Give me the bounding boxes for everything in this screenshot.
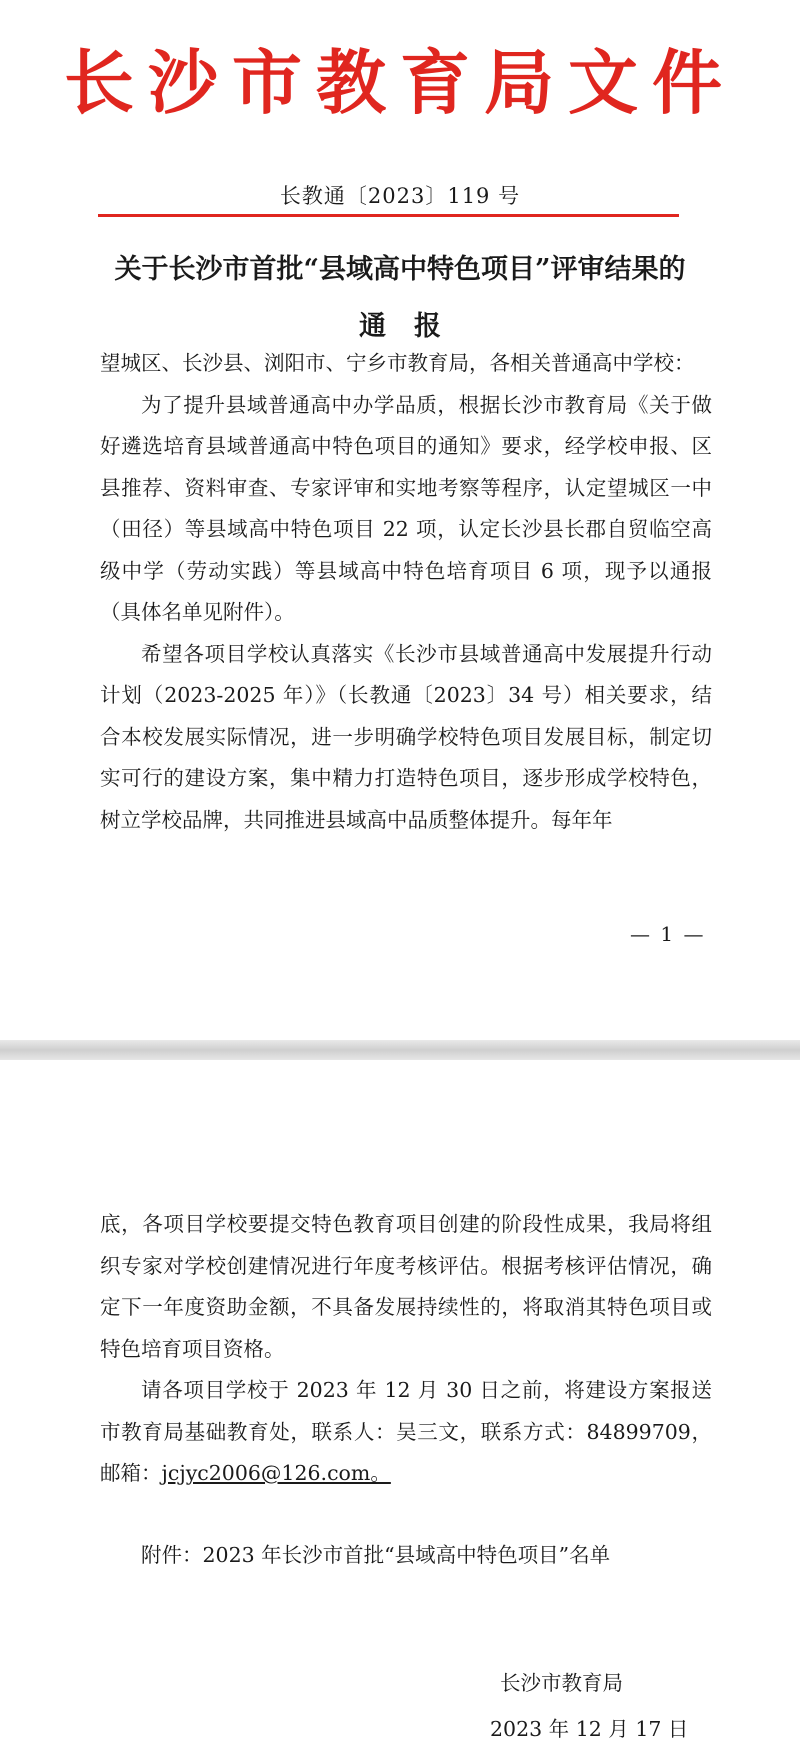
paragraph-3-text: 请各项目学校于 2023 年 12 月 30 日之前，将建设方案报送市教育局基础教育处，联系人：吴三文，联系方式：84899709，邮箱： bbox=[100, 1378, 712, 1485]
page-number: — 1 — bbox=[630, 922, 706, 946]
page1-body bbox=[100, 343, 712, 841]
red-divider-line bbox=[98, 214, 679, 217]
document-masthead: 长沙市教育局文件 bbox=[64, 41, 736, 124]
document-number: 长教通〔2023〕119 号 bbox=[279, 184, 521, 208]
paragraph-3 bbox=[100, 1370, 712, 1495]
paragraph-1: 为了提升县域普通高中办学品质，根据长沙市教育局《关于做好遴选培育县域普通高中特色项目的通知》要求，经学校申报、区县推荐、资料审查、专家评审和实地考察等程序，认定望城区一中（田径）等县域高中特色项目 22 项，认定长沙县长郡自贸临空高级中学（劳动实践）等县域高中特色培育项目 6 项，现予以通报（具体名单见附件）。 bbox=[100, 392, 712, 624]
salutation: 望城区、长沙县、浏阳市、宁乡市教育局，各相关普通高中学校： bbox=[100, 351, 695, 375]
paragraph-2-part2: 底，各项目学校要提交特色教育项目创建的阶段性成果，我局将组织专家对学校创建情况进行年度考核评估。根据考核评估情况，确定下一年度资助金额，不具备发展持续性的，将取消其特色项目或特色培育项目资格。 bbox=[100, 1212, 712, 1361]
page-separator bbox=[0, 1040, 800, 1060]
email-link[interactable]: jcjyc2006@126.com。 bbox=[161, 1461, 391, 1485]
attachment-note: 附件：2023 年长沙市首批“县域高中特色项目”名单 bbox=[141, 1543, 611, 1567]
signer-name: 长沙市教育局 bbox=[500, 1671, 623, 1695]
sign-date: 2023 年 12 月 17 日 bbox=[490, 1717, 689, 1741]
document-title-line2: 通报 bbox=[359, 311, 469, 342]
document-title-line1: 关于长沙市首批“县域高中特色项目”评审结果的 bbox=[114, 254, 686, 285]
paragraph-2-part1: 希望各项目学校认真落实《长沙市县域普通高中发展提升行动计划（2023-2025 年）》（长教通〔2023〕34 号）相关要求，结合本校发展实际情况，进一步明确学校特色项目发展目标，制定切实可行的建设方案，集中精力打造特色项目，逐步形成学校特色，树立学校品牌，共同推进县域高中品质整体提升。每年年 bbox=[100, 641, 712, 832]
page2-body bbox=[100, 1204, 712, 1495]
